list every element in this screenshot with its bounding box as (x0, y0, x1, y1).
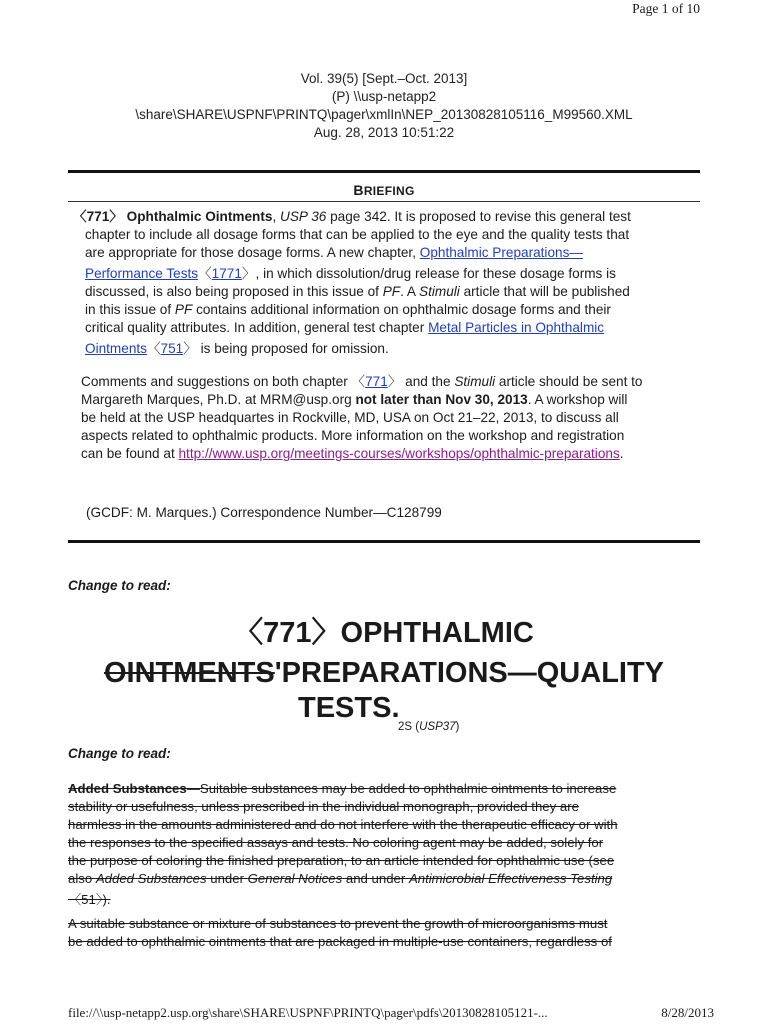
correspondence-line: (GCDF: M. Marques.) Correspondence Number—C128799 (86, 505, 442, 520)
chapter-title-line-3: TESTS. (298, 692, 400, 724)
struck-word: OINTMENTS (103, 657, 275, 689)
chapter-ref: 〈771〉 (73, 209, 123, 224)
link-performance-tests[interactable]: Performance Tests (85, 266, 199, 281)
workshop-url-link[interactable]: http://www.usp.org/meetings-courses/workshops/ophthalmic-preparations (178, 446, 620, 461)
volume-line: Vol. 39(5) [Sept.–Oct. 2013] (300, 71, 468, 86)
link-chapter-751[interactable]: 751 (160, 341, 184, 356)
official-note: 2S (USP37) (398, 721, 460, 733)
bottom-rule (68, 540, 700, 543)
struck-paragraph-1: Added Substances—Suitable substances may be added to ophthalmic ointments to increase stability or usefulness, unless prescribed in the individual monograph, provided they are harmless in the amounts administered and do not interfere with the therapeutic efficacy or with the responses to the specified assays and tests. No coloring agent may be added, solely for the purpose of coloring the finished preparation, to an article intended for ophthalmic use (see also Added Substances under General Notices and under Antimicrobial Effectiveness Testing 〈51〉). (68, 781, 618, 907)
link-chapter-1771[interactable]: 1771 (211, 266, 242, 281)
briefing-rule (68, 201, 700, 202)
briefing-paragraph-1: 〈771〉 Ophthalmic Ointments, USP 36 page 342. It is proposed to revise this general test chapter to include all dosage forms that can be applied to the eye and the quality tests that are appropriate for those dosage forms. A new chapter, Ophthalmic Preparations— Performance Tests〈1771〉, in which dissolution/drug release for these dosage forms is discussed, is also being proposed in this issue of PF. A Stimuli article that will be published in this issue of PF contains additional information on ophthalmic dosage forms and their critical quality attributes. In addition, general test chapter Metal Particles in Ophthalmic Ointments〈751〉 is being proposed for omission. (73, 209, 631, 356)
deadline: not later than Nov 30, 2013 (355, 392, 528, 407)
path-line-1: (P) \\usp-netapp2 (331, 89, 437, 104)
struck-paragraph-2: A suitable substance or mixture of substances to prevent the growth of microorganisms must be added to ophthalmic ointments that are packaged in multiple-use containers, regardless of (68, 916, 612, 949)
chapter-name: Ophthalmic Ointments (126, 209, 273, 224)
change-to-read-1: Change to read: (68, 578, 171, 593)
top-rule (68, 170, 700, 173)
document-meta (0, 70, 768, 142)
chapter-title-line-1: 〈771〉OPHTHALMIC (234, 617, 534, 649)
link-ophthalmic-preparations[interactable]: Ophthalmic Preparations— (419, 245, 583, 260)
link-metal-particles[interactable]: Metal Particles in Ophthalmic (428, 320, 605, 335)
footer-date: 8/28/2013 (661, 1005, 714, 1020)
timestamp-line: Aug. 28, 2013 10:51:22 (313, 125, 455, 140)
revision-marker: ' (274, 657, 282, 689)
path-line-2: \share\SHARE\USPNF\PRINTQ\pager\xmlIn\NEP_20130828105116_M99560.XML (135, 107, 633, 122)
change-to-read-2: Change to read: (68, 746, 171, 761)
chapter-title-line-2: OINTMENTS'PREPARATIONS—QUALITY (103, 657, 665, 689)
footer-file-path: file://\\usp-netapp2.usp.org\share\SHARE\USPNF\PRINTQ\pager\pdfs\20130828105121-... (68, 1005, 548, 1020)
usp-ref: USP 36 (280, 209, 327, 224)
link-chapter-771[interactable]: 771 (365, 374, 388, 389)
link-ointments[interactable]: Ointments (85, 341, 147, 356)
briefing-paragraph-2: Comments and suggestions on both chapter 〈771〉 and the Stimuli article should be sent to Margareth Marques, Ph.D. at MRM@usp.org not later than Nov 30, 2013. A workshop will be held at the USP headquartes in Rockville, MD, USA on Oct 21–22, 2013, to discuss all aspects related to ophthalmic products. More information on the workshop and registration can be found at http://www.usp.org/meetings-courses/workshops/ophthalmic-preparations. (81, 374, 643, 461)
briefing-heading: BRIEFING (353, 182, 415, 198)
page-number: Page 1 of 10 (632, 1, 700, 16)
struck-heading: Added Substances (68, 781, 187, 796)
